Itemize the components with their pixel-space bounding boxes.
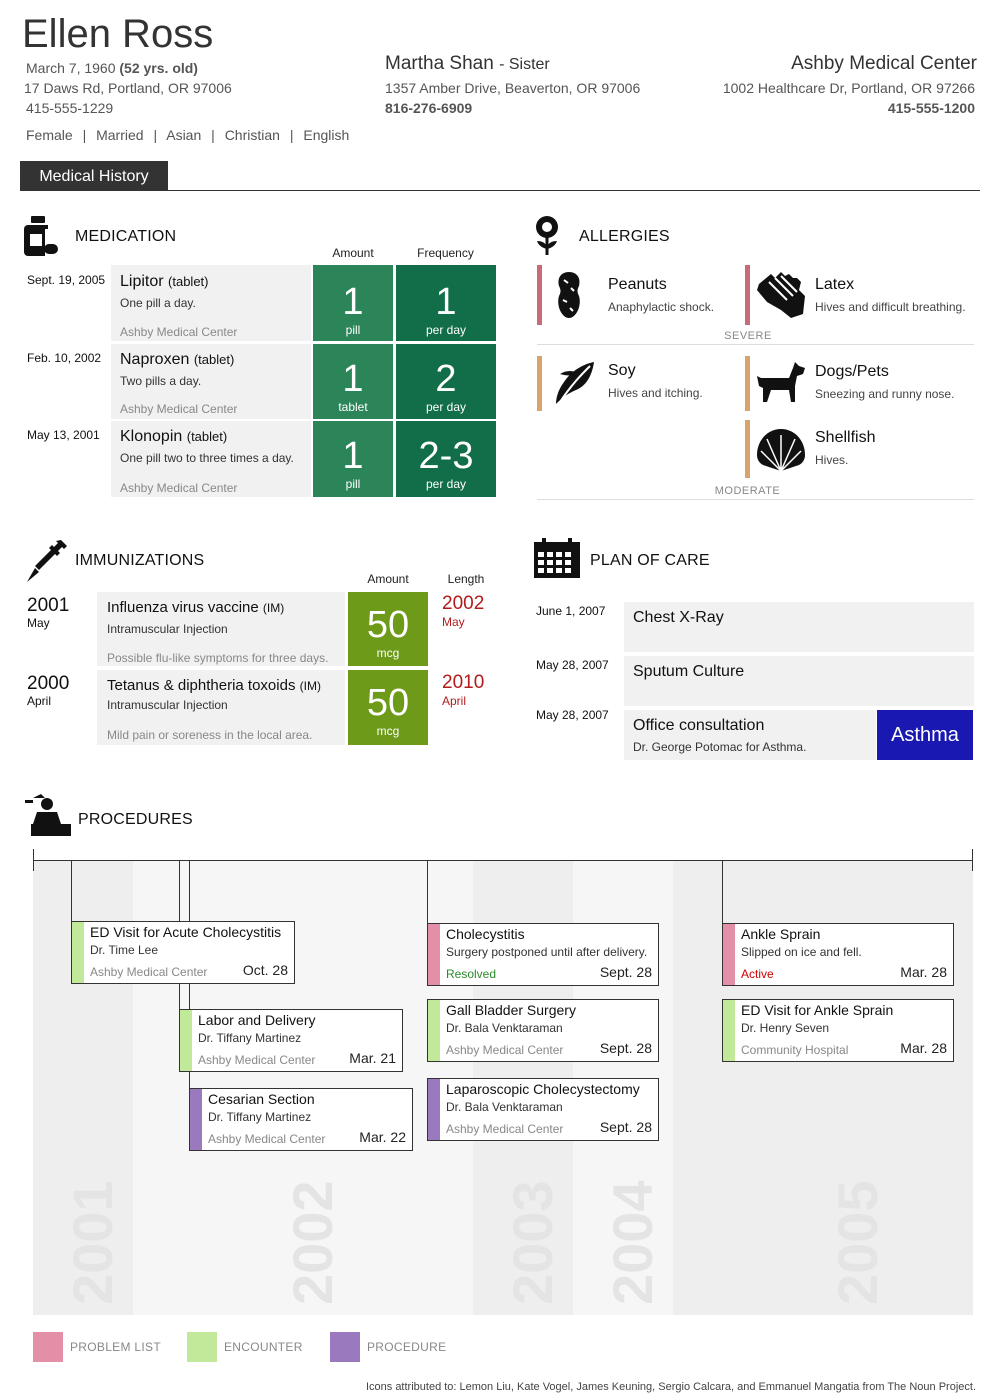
allergy-reaction: Sneezing and runny nose. [815,387,955,401]
allergy-name: Dogs/Pets [815,363,889,380]
category-bar [428,1079,440,1140]
medication-dose: Two pills a day. [120,374,202,388]
timeline-tick [972,849,973,871]
medication-date: Sept. 19, 2005 [27,273,106,287]
procedure-date: Mar. 28 [900,964,947,980]
procedure-subtitle: Dr. Henry Seven [741,1021,830,1035]
severity-bar [537,356,542,411]
patient-age: (52 yrs. old) [119,60,198,76]
immunization-name-line [107,599,284,616]
procedure-subtitle: Surgery postponed until after delivery. [446,945,648,959]
procedure-subtitle: Dr. Tiffany Martinez [198,1031,302,1045]
tab-underline [20,190,980,191]
medication-amount: 1 [342,358,364,400]
medication-name-line [120,351,234,369]
procedure-facility: Ashby Medical Center [446,1043,564,1057]
immunization-amount: 50 [366,682,410,724]
procedure-date: Oct. 28 [242,962,288,978]
severe-label: SEVERE [724,330,772,342]
tab-medical-history[interactable]: Medical History [20,161,168,191]
shellfish-icon [755,425,807,473]
immunization-amount: 50 [366,604,410,646]
flower-icon [533,215,561,257]
demographic-ethnicity: Asian [166,127,202,143]
procedure-date: Mar. 21 [349,1050,396,1066]
timeline-connector [427,860,428,924]
medication-frequency: 2 [435,358,457,400]
severe-divider [537,344,974,345]
medication-form: (tablet) [168,274,209,289]
medication-name: Klonopin [120,428,183,445]
medication-amount: 1 [342,435,364,477]
procedure-title: Gall Bladder Surgery [446,1002,576,1018]
medication-col-amount: Amount [332,246,374,260]
legend-swatch-procedure [330,1332,360,1362]
medication-amount-box [313,421,393,497]
medication-frequency-unit: per day [425,400,467,414]
immunization-until-month: May [442,615,465,629]
category-bar [723,924,735,985]
allergy-reaction: Hives and difficult breathing. [815,300,966,314]
immunization-year: 2000 [27,673,70,694]
severity-bar [537,265,542,325]
procedure-facility: Ashby Medical Center [90,965,208,979]
patient-address: 17 Daws Rd, Portland, OR 97006 [24,80,232,96]
medication-frequency: 1 [435,281,457,323]
medication-form: (tablet) [193,352,235,367]
medication-date: Feb. 10, 2002 [27,351,102,365]
allergy-name: Latex [815,276,855,293]
immunizations-title: IMMUNIZATIONS [75,552,205,569]
medication-name: Naproxen [120,351,190,368]
medication-amount: 1 [342,281,364,323]
procedure-card[interactable] [427,1078,659,1141]
category-bar [72,922,84,983]
provider-phone: 415-555-1200 [887,100,975,116]
medication-frequency-box [396,344,496,419]
medication-col-frequency: Frequency [417,246,474,260]
plan-date: May 28, 2007 [536,658,609,672]
pill-bottle-icon [24,216,60,256]
immunization-unit: mcg [376,646,400,660]
medication-amount-unit: pill [345,477,361,491]
procedure-title: Laparoscopic Cholecystectomy [446,1081,640,1097]
immunization-note: Possible flu-like symptoms for three days. [107,651,329,665]
procedure-card[interactable] [427,923,659,986]
medication-frequency-box [396,421,496,497]
demographic-language: English [303,127,350,143]
procedure-card[interactable] [722,923,954,986]
calendar-icon [534,538,580,578]
procedure-title: Ankle Sprain [741,926,821,942]
procedure-card[interactable] [179,1009,403,1072]
allergy-name: Soy [608,362,636,379]
moderate-label: MODERATE [714,485,781,497]
provider-name: Ashby Medical Center [791,53,977,74]
procedure-status-active: Active [741,967,774,981]
medication-name: Lipitor [120,273,164,290]
procedure-subtitle: Dr. Bala Venktaraman [446,1100,563,1114]
plan-item-detail: Dr. George Potomac for Asthma. [633,740,807,754]
timeline-connector [722,860,723,924]
asthma-badge[interactable]: Asthma [877,710,973,760]
medication-amount-box [313,344,393,419]
patient-dob-line [26,58,198,78]
medication-amount-unit: tablet [338,400,368,414]
immunization-amount-box [348,592,428,666]
procedure-date: Mar. 22 [359,1129,406,1145]
demographic-gender: Female [26,127,73,143]
glove-icon [755,270,807,318]
medication-date: May 13, 2001 [27,428,100,442]
allergy-name: Peanuts [608,276,667,293]
procedure-subtitle: Dr. Tiffany Martinez [208,1110,312,1124]
timeline-axis [33,860,973,861]
procedure-card[interactable] [427,999,659,1062]
patient-demographics [26,125,349,145]
immunization-tag: (IM) [299,679,321,693]
legend-label: ENCOUNTER [224,1340,303,1354]
category-bar [428,1000,440,1061]
medication-source: Ashby Medical Center [120,325,238,339]
procedures-title: PROCEDURES [78,811,193,828]
severity-bar [745,265,750,325]
procedure-title: Cholecystitis [446,926,525,942]
severity-bar [745,356,750,411]
medication-name-line [120,273,209,291]
procedure-title: Cesarian Section [208,1091,315,1107]
medication-frequency-box [396,265,496,341]
demographic-religion: Christian [224,127,280,143]
plan-date: June 1, 2007 [536,604,606,618]
medication-frequency-unit: per day [425,323,467,337]
soy-leaf-icon [552,358,598,406]
medication-form: (tablet) [186,429,228,444]
plan-date: May 28, 2007 [536,708,609,722]
immunizations-col-length: Length [447,572,485,586]
immunizations-col-amount: Amount [367,572,409,586]
patient-phone: 415-555-1229 [26,100,114,116]
allergy-reaction: Anaphylactic shock. [608,300,715,314]
peanut-icon [553,270,585,320]
immunization-amount-box [348,670,428,745]
medication-source: Ashby Medical Center [120,402,238,416]
severity-bar [745,420,750,478]
immunization-until-year: 2002 [442,593,485,614]
timeline-year: 2001 [61,1180,124,1305]
immunization-name: Influenza virus vaccine [107,599,259,616]
immunization-month: May [27,616,50,630]
procedure-subtitle: Dr. Time Lee [90,943,159,957]
medication-amount-box [313,265,393,341]
demographic-separator: | [289,127,294,143]
medication-dose: One pill a day. [120,296,196,310]
surgeon-icon [25,792,71,836]
procedure-card[interactable] [722,999,954,1062]
contact-address: 1357 Amber Drive, Beaverton, OR 97006 [385,80,641,96]
patient-dob: March 7, 1960 [26,60,116,76]
procedure-card[interactable] [189,1088,413,1151]
timeline-year: 2005 [826,1180,889,1305]
allergy-reaction: Hives and itching. [608,386,703,400]
syringe-icon [25,538,69,582]
immunization-year: 2001 [27,595,70,616]
medication-name-line [120,428,227,446]
procedure-date: Mar. 28 [900,1040,947,1056]
demographic-separator: | [82,127,87,143]
plan-item-name: Chest X-Ray [633,609,724,626]
immunization-unit: mcg [376,724,400,738]
medication-amount-unit: pill [345,323,361,337]
procedure-title: ED Visit for Acute Cholecystitis [90,924,282,940]
plan-item-name: Sputum Culture [633,663,745,680]
plan-item-name: Office consultation [633,717,765,734]
timeline-connector [71,860,72,922]
immunization-route: Intramuscular Injection [107,622,228,636]
demographic-separator: | [153,127,158,143]
timeline-tick [33,849,34,871]
procedure-date: Sept. 28 [599,964,652,980]
dog-icon [755,360,805,404]
procedure-subtitle: Slipped on ice and fell. [741,945,862,959]
legend-swatch-encounter [187,1332,217,1362]
category-bar [180,1010,192,1071]
timeline-year: 2002 [281,1180,344,1305]
allergy-name: Shellfish [815,429,876,446]
category-bar [190,1089,202,1150]
patient-name: Ellen Ross [22,12,214,56]
procedure-facility: Ashby Medical Center [446,1122,564,1136]
provider-address: 1002 Healthcare Dr, Portland, OR 97266 [722,80,975,96]
legend-swatch-problem [33,1332,63,1362]
immunization-note: Mild pain or soreness in the local area. [107,728,313,742]
category-bar [428,924,440,985]
immunization-tag: (IM) [262,601,285,615]
medication-source: Ashby Medical Center [120,481,238,495]
contact-phone: 816-276-6909 [385,100,473,116]
icon-attribution: Icons attributed to: Lemon Liu, Kate Vogel, James Keuning, Sergio Calcara, and Emmanuel Mangatia from The Noun Project. [365,1381,976,1393]
contact-name: Martha Shan [385,53,494,74]
plan-title: PLAN OF CARE [590,552,710,569]
procedure-facility: Ashby Medical Center [208,1132,326,1146]
procedure-facility: Ashby Medical Center [198,1053,316,1067]
allergy-reaction: Hives. [815,453,849,467]
medication-title: MEDICATION [75,228,177,245]
legend-label: PROCEDURE [367,1340,447,1354]
immunization-name-line [107,677,321,694]
contact-name-line [385,53,550,75]
immunization-month: April [27,694,52,708]
category-bar [723,1000,735,1061]
timeline-year: 2003 [501,1180,564,1305]
procedure-date: Sept. 28 [599,1040,652,1056]
medication-frequency: 2-3 [418,435,474,477]
procedure-status-resolved: Resolved [446,967,497,981]
procedure-title: Labor and Delivery [198,1012,316,1028]
medication-dose: One pill two to three times a day. [120,451,294,465]
immunization-route: Intramuscular Injection [107,698,228,712]
legend-label: PROBLEM LIST [70,1340,161,1354]
procedure-title: ED Visit for Ankle Sprain [741,1002,894,1018]
immunization-until-month: April [442,694,467,708]
allergies-title: ALLERGIES [579,228,670,245]
contact-relation: - Sister [499,56,550,73]
immunization-until-year: 2010 [442,672,485,693]
procedure-facility: Community Hospital [741,1043,849,1057]
demographic-marital: Married [96,127,144,143]
moderate-divider [537,499,974,500]
procedure-card[interactable] [71,921,295,984]
procedure-date: Sept. 28 [599,1119,652,1135]
timeline-year: 2004 [601,1180,664,1305]
medication-frequency-unit: per day [425,477,467,491]
demographic-separator: | [211,127,215,143]
procedure-subtitle: Dr. Bala Venktaraman [446,1021,563,1035]
immunization-name: Tetanus & diphtheria toxoids [107,677,296,694]
